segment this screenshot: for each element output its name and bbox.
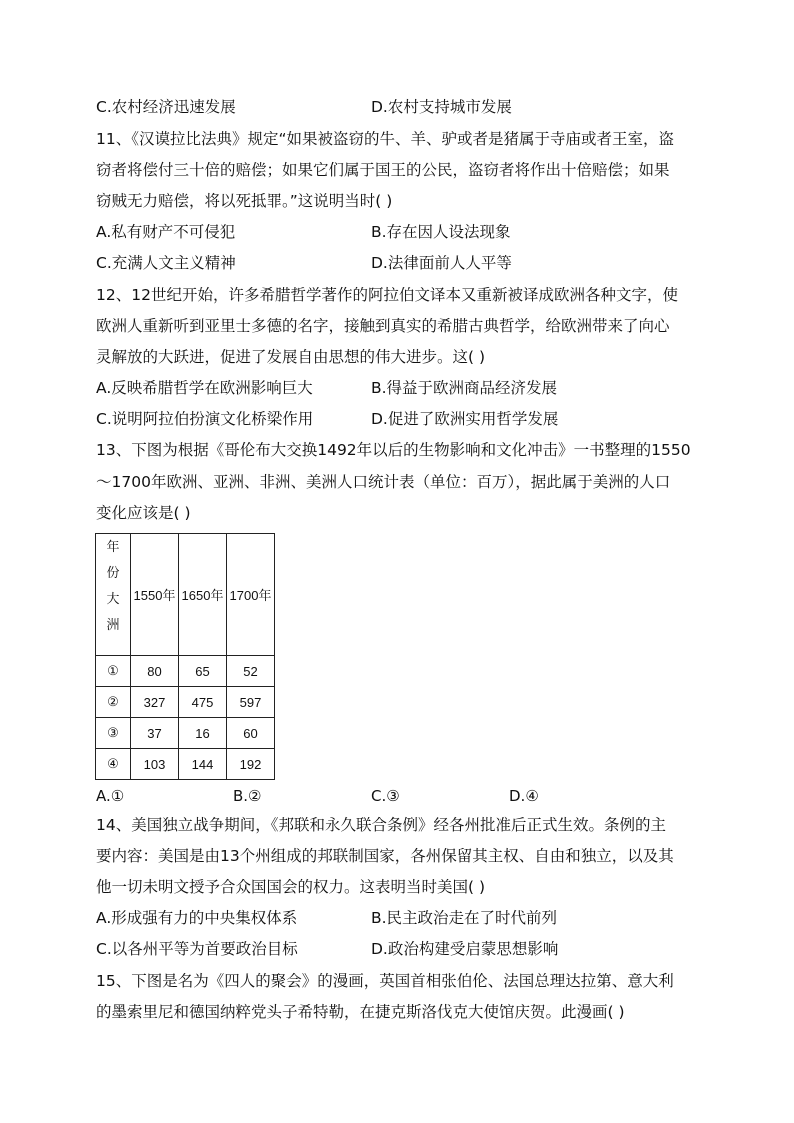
table-cell: 192 — [227, 749, 275, 780]
table-cell: 52 — [227, 656, 275, 687]
q13-stem-line-2: ～1700年欧洲、亚洲、非洲、美洲人口统计表（单位：百万），据此属于美洲的人口 — [96, 473, 671, 491]
row-label: ④ — [96, 749, 131, 780]
q11-option-b: B.存在因人设法现象 — [371, 223, 511, 241]
table-cell: 37 — [131, 718, 179, 749]
table-header-row — [96, 534, 275, 656]
row-label: ② — [96, 687, 131, 718]
q12-option-d: D.促进了欧洲实用哲学发展 — [371, 410, 559, 428]
q13-option-b: B.② — [233, 787, 262, 805]
q12-stem-line-1: 12、12世纪开始，许多希腊哲学著作的阿拉伯文译本又重新被译成欧洲各种文字，使 — [96, 286, 678, 304]
q12-stem-line-3: 灵解放的大跃进，促进了发展自由思想的伟大进步。这( ) — [96, 348, 486, 366]
q15-stem-line-2: 的墨索里尼和德国纳粹党头子希特勒，在捷克斯洛伐克大使馆庆贺。此漫画( ) — [96, 1003, 625, 1021]
header-1650: 1650年 — [179, 534, 227, 656]
table-cell: 103 — [131, 749, 179, 780]
q11-stem-line-2: 窃者将偿付三十倍的赔偿；如果它们属于国王的公民，盗窃者将作出十倍赔偿；如果 — [96, 161, 670, 179]
table-row — [96, 718, 275, 749]
header-char: 大 — [106, 592, 120, 607]
header-char: 份 — [106, 566, 120, 581]
q14-option-c: C.以各州平等为首要政治目标 — [96, 940, 298, 958]
table-cell: 80 — [131, 656, 179, 687]
header-char: 洲 — [106, 618, 120, 633]
q11-stem-line-1: 11、《汉谟拉比法典》规定“如果被盗窃的牛、羊、驴或者是猪属于寺庙或者王室，盗 — [96, 130, 675, 148]
q12-stem-line-2: 欧洲人重新听到亚里士多德的名字，接触到真实的希腊古典哲学，给欧洲带来了向心 — [96, 317, 670, 335]
header-year-continent — [96, 534, 131, 656]
q14-option-a: A.形成强有力的中央集权体系 — [96, 909, 298, 927]
q10-option-c: C.农村经济迅速发展 — [96, 98, 236, 116]
q14-stem-line-1: 14、美国独立战争期间，《邦联和永久联合条例》经各州批准后正式生效。条例的主 — [96, 816, 666, 834]
row-label: ③ — [96, 718, 131, 749]
q13-stem-line-3: 变化应该是( ) — [96, 504, 191, 522]
q13-option-c: C.③ — [371, 787, 400, 805]
q12-option-a: A.反映希腊哲学在欧洲影响巨大 — [96, 379, 313, 397]
table-cell: 16 — [179, 718, 227, 749]
table-row — [96, 749, 275, 780]
q14-stem-line-2: 要内容：美国是由13个州组成的邦联制国家，各州保留其主权、自由和独立，以及其 — [96, 847, 674, 865]
q14-option-b: B.民主政治走在了时代前列 — [371, 909, 558, 927]
row-label: ① — [96, 656, 131, 687]
q11-option-c: C.充满人文主义精神 — [96, 254, 236, 272]
table-cell: 60 — [227, 718, 275, 749]
q11-stem-line-3: 窃贼无力赔偿，将以死抵罪。”这说明当时( ) — [96, 192, 393, 210]
q12-option-c: C.说明阿拉伯扮演文化桥梁作用 — [96, 410, 314, 428]
q11-option-a: A.私有财产不可侵犯 — [96, 223, 236, 241]
table-cell: 475 — [179, 687, 227, 718]
table-row — [96, 656, 275, 687]
q14-option-d: D.政治构建受启蒙思想影响 — [371, 940, 559, 958]
table-cell: 327 — [131, 687, 179, 718]
q11-option-d: D.法律面前人人平等 — [371, 254, 512, 272]
header-char: 年 — [106, 540, 120, 555]
q12-option-b: B.得益于欧洲商品经济发展 — [371, 379, 558, 397]
q15-stem-line-1: 15、下图是名为《四人的聚会》的漫画，英国首相张伯伦、法国总理达拉第、意大利 — [96, 972, 674, 990]
table-row — [96, 687, 275, 718]
q14-stem-line-3: 他一切未明文授予合众国国会的权力。这表明当时美国( ) — [96, 878, 486, 896]
q13-option-a: A.① — [96, 787, 125, 805]
table-cell: 65 — [179, 656, 227, 687]
header-1550: 1550年 — [131, 534, 179, 656]
population-table — [95, 533, 275, 780]
table-cell: 597 — [227, 687, 275, 718]
q13-option-d: D.④ — [509, 787, 539, 805]
header-1700: 1700年 — [227, 534, 275, 656]
q10-option-d: D.农村支持城市发展 — [371, 98, 512, 116]
table-cell: 144 — [179, 749, 227, 780]
q13-stem-line-1: 13、下图为根据《哥伦布大交换1492年以后的生物影响和文化冲击》一书整理的1550 — [96, 441, 691, 459]
